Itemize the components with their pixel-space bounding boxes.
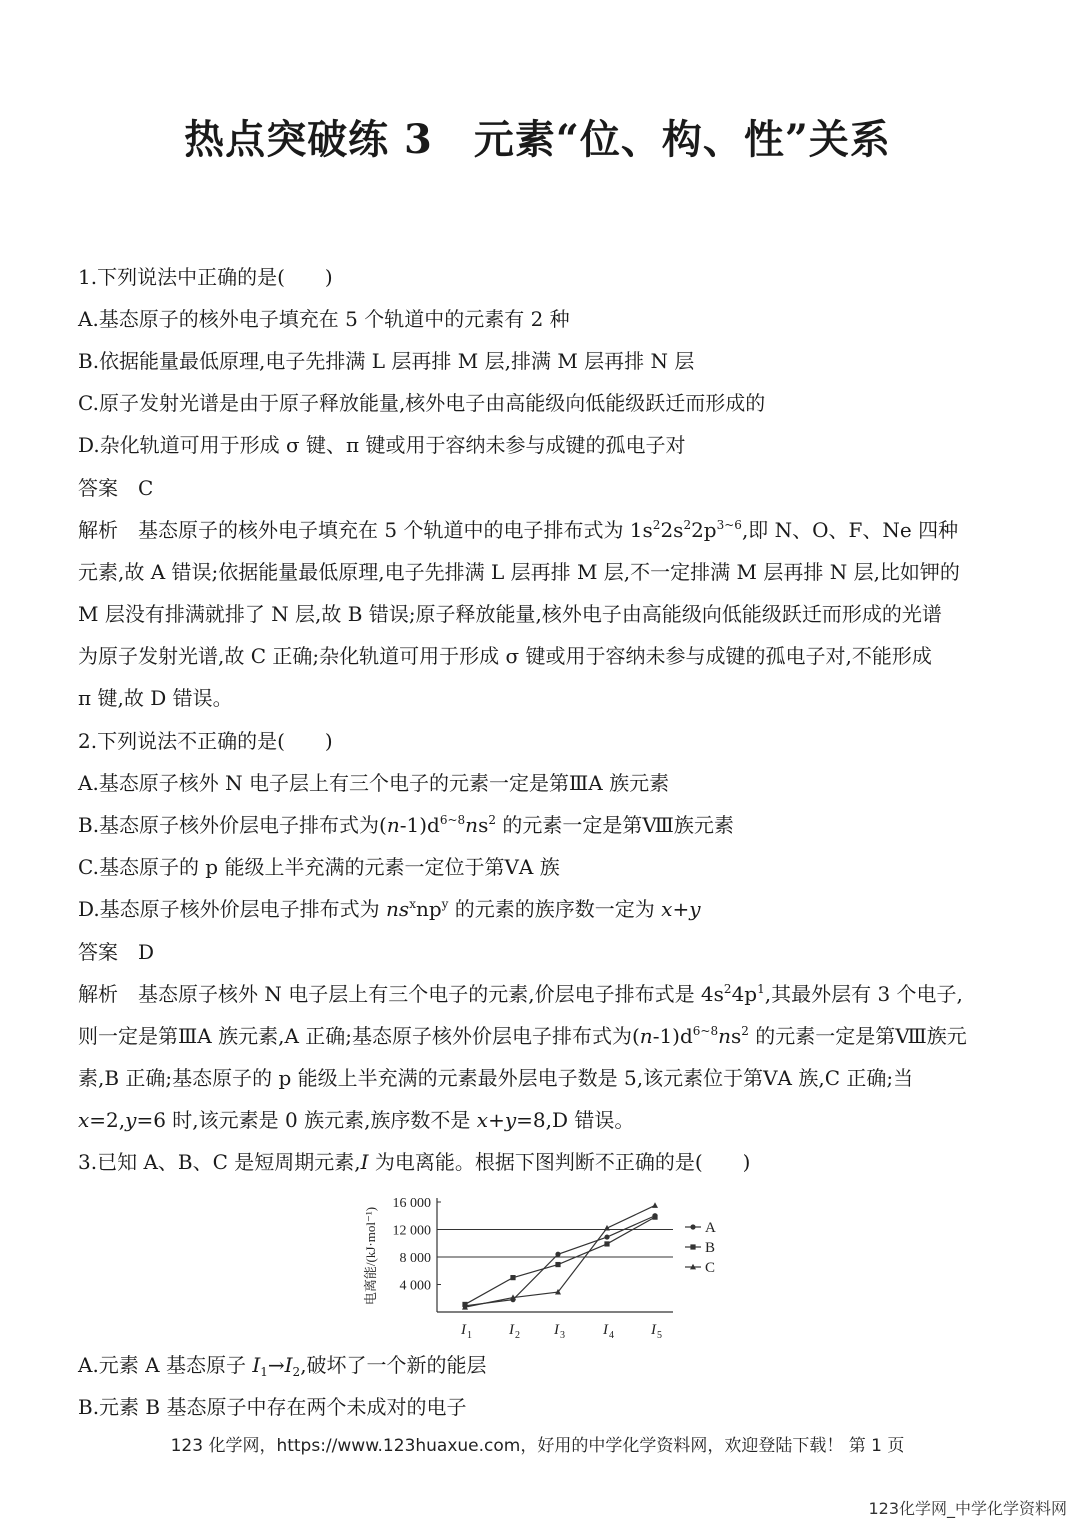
y-tick-label: 12 000 bbox=[392, 1223, 431, 1239]
text: 4p bbox=[731, 982, 758, 1006]
x-tick-sub: 2 bbox=[515, 1330, 520, 1341]
data-point-B bbox=[652, 1215, 657, 1220]
legend-label-C: C bbox=[705, 1260, 716, 1276]
q1-stem: 1.下列说法中正确的是( ) bbox=[78, 265, 333, 289]
data-point-B bbox=[555, 1262, 560, 1267]
q2-explanation-line-3: 素,B 正确;基态原子的 p 能级上半充满的元素最外层电子数是 5,该元素位于第ⅤA 族,C 正确;当 bbox=[78, 1066, 914, 1090]
superscript: x bbox=[409, 897, 416, 911]
italic-var: x+y bbox=[661, 897, 701, 921]
page-footer: 123 化学网，https://www.123huaxue.com，好用的中学化学资料网，欢迎登陆下载！ 第 1 页 bbox=[170, 1436, 905, 1456]
superscript: 2 bbox=[488, 813, 496, 827]
text: s bbox=[731, 1024, 742, 1048]
italic-var: I bbox=[360, 1150, 369, 1174]
text: 3.已知 A、B、C 是短周期元素, bbox=[78, 1150, 361, 1174]
q3-option-a bbox=[78, 1350, 1018, 1380]
italic-var: ns bbox=[386, 897, 410, 921]
x-tick-label: I bbox=[554, 1322, 559, 1338]
y-tick-label: 16 000 bbox=[392, 1196, 431, 1211]
italic-var: n bbox=[639, 1024, 653, 1048]
superscript: 2 bbox=[723, 982, 732, 996]
text: 基态原子的核外电子填充在 5 个轨道中的电子排布式为 1s bbox=[118, 518, 653, 542]
italic-var: n bbox=[386, 813, 400, 837]
explanation-label: 解析 bbox=[78, 982, 118, 1006]
text: np bbox=[415, 897, 442, 921]
italic-var: n bbox=[465, 813, 479, 837]
italic-var: I bbox=[252, 1353, 261, 1377]
data-point-A bbox=[604, 1234, 609, 1239]
text: =6 时,该元素是 0 族元素,族序数不是 bbox=[136, 1108, 477, 1132]
superscript: 2 bbox=[741, 1024, 749, 1038]
q2-explanation-line-4 bbox=[78, 1105, 1018, 1135]
y-tick-label: 4 000 bbox=[399, 1278, 431, 1294]
q2-explanation-line-1 bbox=[78, 979, 1018, 1009]
superscript: 3~6 bbox=[716, 518, 742, 532]
q3-option-b: B.元素 B 基态原子中存在两个未成对的电子 bbox=[78, 1395, 467, 1419]
superscript: 2 bbox=[652, 518, 661, 532]
q1-option-b: B.依据能量最低原理,电子先排满 L 层再排 M 层,排满 M 层再排 N 层 bbox=[78, 349, 695, 373]
italic-var: y bbox=[125, 1108, 137, 1132]
x-tick-label: I bbox=[509, 1322, 514, 1338]
series-line-C bbox=[465, 1205, 655, 1307]
x-tick-sub: 5 bbox=[657, 1330, 662, 1341]
x-tick-sub: 1 bbox=[467, 1330, 472, 1341]
explanation-label: 解析 bbox=[78, 518, 118, 542]
text: A.元素 A 基态原子 bbox=[78, 1353, 253, 1377]
y-tick-label: 8 000 bbox=[399, 1251, 431, 1266]
q1-explanation-line-5: π 键,故 D 错误。 bbox=[78, 686, 233, 710]
text: ,其最外层有 3 个电子, bbox=[764, 982, 963, 1006]
superscript: 6~8 bbox=[439, 813, 466, 827]
q2-option-b bbox=[78, 810, 1018, 840]
x-tick-label: I bbox=[461, 1322, 466, 1338]
superscript: 1 bbox=[757, 982, 765, 996]
q2-stem: 2.下列说法不正确的是( ) bbox=[78, 729, 333, 753]
text: =8,D 错误。 bbox=[516, 1108, 635, 1132]
legend-label-A: A bbox=[705, 1220, 716, 1236]
subscript: 1 bbox=[260, 1365, 268, 1379]
q1-option-c: C.原子发射光谱是由于原子释放能量,核外电子由高能级向低能级跃迁而形成的 bbox=[78, 391, 766, 415]
text: 的元素一定是第Ⅷ族元 bbox=[748, 1024, 967, 1048]
superscript: y bbox=[441, 897, 449, 911]
page-title: 热点突破练 3 元素“位、构、性”关系 bbox=[184, 116, 891, 163]
q1-explanation-line-3: M 层没有排满就排了 N 层,故 B 错误;原子释放能量,核外电子由高能级向低能级跃迁而形成的光谱 bbox=[78, 602, 942, 626]
legend-marker-B bbox=[690, 1244, 695, 1249]
ionization-energy-chart bbox=[355, 1192, 735, 1342]
italic-var: I bbox=[284, 1353, 293, 1377]
text: 2s bbox=[660, 518, 684, 542]
q1-explanation-line-1 bbox=[78, 515, 1018, 545]
subscript: 2 bbox=[292, 1365, 301, 1379]
q2-option-a: A.基态原子核外 N 电子层上有三个电子的元素一定是第ⅢA 族元素 bbox=[78, 771, 670, 795]
x-tick-label: I bbox=[603, 1322, 608, 1338]
legend-marker-A bbox=[690, 1224, 695, 1229]
q3-stem bbox=[78, 1147, 1018, 1177]
italic-var: x+y bbox=[476, 1108, 517, 1132]
data-point-A bbox=[555, 1252, 560, 1257]
x-tick-label: I bbox=[651, 1322, 656, 1338]
text: 基态原子核外 N 电子层上有三个电子的元素,价层电子排布式是 4s bbox=[118, 982, 724, 1006]
text: ,破坏了一个新的能层 bbox=[300, 1353, 487, 1377]
legend-label-B: B bbox=[705, 1240, 716, 1256]
italic-var: n bbox=[718, 1024, 731, 1048]
x-tick-sub: 4 bbox=[609, 1330, 614, 1341]
text: 则一定是第ⅢA 族元素,A 正确;基态原子核外价层电子排布式为( bbox=[78, 1024, 640, 1048]
text: 为电离能。根据下图判断不正确的是( ) bbox=[368, 1150, 751, 1174]
text: B.基态原子核外价层电子排布式为( bbox=[78, 813, 387, 837]
arrow-icon: → bbox=[267, 1353, 285, 1377]
italic-var: x bbox=[78, 1108, 90, 1132]
data-point-B bbox=[510, 1275, 515, 1280]
q1-option-d: D.杂化轨道可用于形成 σ 键、π 键或用于容纳未参与成键的孤电子对 bbox=[78, 433, 686, 457]
series-line-B bbox=[465, 1217, 655, 1304]
data-point-B bbox=[604, 1241, 609, 1246]
q2-explanation-line-2 bbox=[78, 1021, 1018, 1051]
text: 的元素一定是第Ⅷ族元素 bbox=[495, 813, 734, 837]
superscript: 6~8 bbox=[692, 1024, 719, 1038]
site-watermark: 123化学网_中学化学资料网 bbox=[868, 1499, 1067, 1518]
y-axis-label: 电离能/(kJ·mol⁻¹) bbox=[363, 1206, 378, 1306]
q2-option-d bbox=[78, 894, 1018, 924]
q2-option-c: C.基态原子的 p 能级上半充满的元素一定位于第ⅤA 族 bbox=[78, 855, 560, 879]
text: -1)d bbox=[399, 813, 440, 837]
q1-explanation-line-2: 元素,故 A 错误;依据能量最低原理,电子先排满 L 层再排 M 层,不一定排满 M 层再排 N 层,比如钾的 bbox=[78, 560, 960, 584]
text: s bbox=[478, 813, 489, 837]
x-tick-sub: 3 bbox=[560, 1330, 565, 1341]
q1-answer: 答案 C bbox=[78, 476, 154, 500]
q1-explanation-line-4: 为原子发射光谱,故 C 正确;杂化轨道可用于形成 σ 键或用于容纳未参与成键的孤电子对,不能形成 bbox=[78, 644, 932, 668]
data-point-C bbox=[652, 1202, 658, 1208]
text: -1)d bbox=[652, 1024, 693, 1048]
superscript: 2 bbox=[683, 518, 692, 532]
text: 2p bbox=[691, 518, 717, 542]
text: D.基态原子核外价层电子排布式为 bbox=[78, 897, 387, 921]
text: =2, bbox=[89, 1108, 126, 1132]
q1-option-a: A.基态原子的核外电子填充在 5 个轨道中的元素有 2 种 bbox=[78, 307, 570, 331]
text: ,即 N、O、F、Ne 四种 bbox=[741, 518, 959, 542]
text: 的元素的族序数一定为 bbox=[448, 897, 662, 921]
q2-answer: 答案 D bbox=[78, 940, 155, 964]
